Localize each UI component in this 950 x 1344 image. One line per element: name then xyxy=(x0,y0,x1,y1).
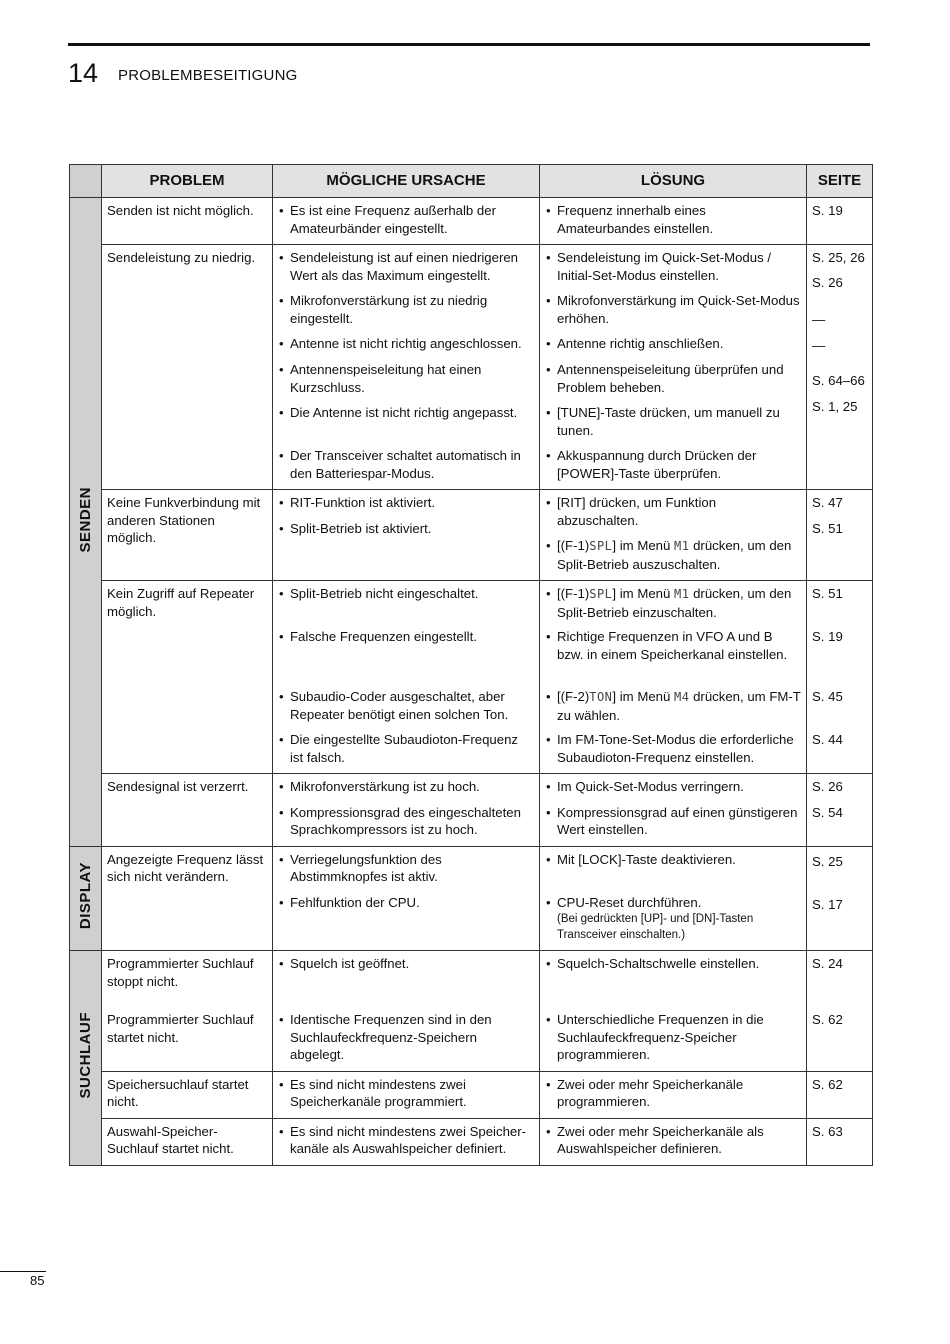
lcd-label: M1 xyxy=(673,587,690,601)
troubleshooting-table xyxy=(69,164,873,1166)
page-ref: — xyxy=(812,338,826,353)
cause-item: • RIT-Funktion ist aktiviert. xyxy=(278,494,534,512)
solution-item: • Kompressionsgrad auf einen günstigeren Wert einstellen. xyxy=(545,804,801,839)
lcd-label: SPL xyxy=(589,539,613,553)
page-ref: S. 26 xyxy=(812,779,843,794)
solution-item: • Im FM-Tone-Set-Modus die erforderliche Subaudioton-Frequenz einstellen. xyxy=(545,731,801,766)
problem-text: Sendeleistung zu niedrig. xyxy=(107,250,256,265)
lcd-label: TON xyxy=(589,690,613,704)
solution-item: • Mikrofonverstärkung im Quick-Set-Modus erhöhen. xyxy=(545,292,801,327)
chapter-number: 14 xyxy=(68,58,99,88)
solution-item: • Akkuspannung durch Drücken der [POWER]-Taste überprüfen. xyxy=(545,447,801,482)
page-ref: S. 1, 25 xyxy=(812,399,858,414)
cause-cell xyxy=(273,581,540,774)
solution-cell xyxy=(540,1071,807,1118)
solution-cell xyxy=(540,774,807,847)
solution-item: • Frequenz innerhalb eines Amateurbandes einstellen. xyxy=(545,202,801,237)
problem-text: Programmierter Suchlauf startet nicht. xyxy=(107,1012,254,1045)
category-suchlauf xyxy=(70,951,102,1166)
lcd-label: M4 xyxy=(673,690,690,704)
cause-item: • Antenne ist nicht richtig angeschlossen. xyxy=(278,335,534,353)
page-ref: S. 24 xyxy=(812,956,843,971)
problem-cell xyxy=(102,774,273,847)
problem-text: Auswahl-Speicher-Suchlauf startet nicht. xyxy=(107,1123,234,1156)
solution-text: [(F-1) xyxy=(557,538,590,553)
table-row xyxy=(70,490,873,581)
problem-text: Programmierter Suchlauf stoppt nicht. xyxy=(107,956,254,989)
solution-cell xyxy=(540,1118,807,1165)
lcd-label: SPL xyxy=(589,587,613,601)
lcd-label: M1 xyxy=(673,539,690,553)
solution-item: • Mit [LOCK]-Taste deaktivieren. xyxy=(545,851,801,886)
table-row xyxy=(70,245,873,490)
solution-text: ] im Menü xyxy=(612,586,674,601)
header-corner xyxy=(70,165,102,198)
solution-text: ] im Menü xyxy=(612,538,674,553)
problem-text: Kein Zugriff auf Repeater möglich. xyxy=(107,586,255,619)
solution-item: • Squelch-Schaltschwelle einstellen. xyxy=(545,955,801,990)
problem-cell xyxy=(102,245,273,490)
solution-cell xyxy=(540,581,807,774)
solution-text: ] im Menü xyxy=(612,689,674,704)
solution-item: • Zwei oder mehr Speicherkanäle programmieren. xyxy=(545,1076,801,1111)
solution-text: [(F-1) xyxy=(557,586,590,601)
solution-item: • Sendeleistung im Quick-Set-Modus / Initial-Set-Modus einstellen. xyxy=(545,249,801,284)
chapter-title: PROBLEMBESEITIGUNG xyxy=(118,67,298,84)
column-header-page: SEITE xyxy=(807,165,873,198)
page-ref: S. 62 xyxy=(812,1076,843,1092)
problem-text: Angezeigte Frequenz lässt sich nicht verändern. xyxy=(107,851,264,884)
page-ref: — xyxy=(812,312,826,327)
solution-item: • Antennenspeiseleitung überprüfen und Problem beheben. xyxy=(545,361,801,396)
solution-item: • Antenne richtig anschließen. xyxy=(545,335,801,353)
problem-cell xyxy=(102,846,273,951)
cause-item: • Falsche Frequenzen eingestellt. xyxy=(278,628,534,680)
category-label: SUCHLAUF xyxy=(76,1012,94,1099)
problem-cell xyxy=(102,1071,273,1118)
solution-item xyxy=(545,688,801,723)
page-number: 85 xyxy=(30,1273,45,1288)
cause-item: • Die Antenne ist nicht richtig angepasst. xyxy=(278,404,534,439)
problem-text: Keine Funkverbindung mit anderen Stationen möglich. xyxy=(107,495,261,545)
solution-text: drücken, um den Split-Betrieb einzuschalten. xyxy=(557,586,792,620)
solution-item: • [TUNE]-Taste drücken, um manuell zu tunen. xyxy=(545,404,801,439)
solution-item xyxy=(545,894,801,944)
cause-cell xyxy=(273,1118,540,1165)
cause-item: • Split-Betrieb ist aktiviert. xyxy=(278,520,534,538)
page-ref: S. 25 xyxy=(812,853,843,869)
cause-cell xyxy=(273,774,540,847)
cause-item: • Es sind nicht mindestens zwei Speicher-kanäle als Auswahlspeicher definiert. xyxy=(278,1123,534,1158)
page-cell xyxy=(807,1118,873,1165)
solution-text: • CPU-Reset durchführen. xyxy=(557,894,702,910)
header-rule xyxy=(68,43,870,46)
page-ref: S. 51 xyxy=(812,586,843,601)
problem-text: Senden ist nicht möglich. xyxy=(107,203,254,218)
page-ref: S. 25, 26 xyxy=(812,250,865,265)
category-senden xyxy=(70,198,102,847)
page-cell xyxy=(807,198,873,245)
page-ref: S. 51 xyxy=(812,520,843,536)
page-cell xyxy=(807,846,873,951)
table-row xyxy=(70,846,873,951)
solution-cell xyxy=(540,198,807,245)
table-row xyxy=(70,581,873,774)
solution-item: • [RIT] drücken, um Funktion abzuschalten. xyxy=(545,494,801,529)
table-row xyxy=(70,774,873,847)
cause-cell xyxy=(273,951,540,1072)
category-label: DISPLAY xyxy=(76,862,94,930)
solution-item: • Richtige Frequenzen in VFO A und B bzw. in einem Speicherkanal einstellen. xyxy=(545,628,801,680)
table-row xyxy=(70,951,873,1072)
cause-item: • Kompressionsgrad des eingeschalteten Sprachkompressors ist zu hoch. xyxy=(278,804,534,839)
cause-cell xyxy=(273,245,540,490)
cause-item: • Subaudio-Coder ausgeschaltet, aber Repeater benötigt einen solchen Ton. xyxy=(278,688,534,723)
page-cell xyxy=(807,490,873,581)
table-header-row xyxy=(70,165,873,198)
solution-cell xyxy=(540,951,807,1072)
cause-cell xyxy=(273,1071,540,1118)
problem-cell xyxy=(102,1118,273,1165)
cause-item: • Es ist eine Frequenz außerhalb der Amateurbänder eingestellt. xyxy=(278,202,534,237)
cause-item: • Die eingestellte Subaudioton-Frequenz ist falsch. xyxy=(278,731,534,766)
page-cell xyxy=(807,581,873,774)
cause-item: • Der Transceiver schaltet automatisch in den Batteriespar-Modus. xyxy=(278,447,534,482)
cause-item: • Identische Frequenzen sind in den Suchlaufeckfrequenz-Speichern abgelegt. xyxy=(278,1011,534,1064)
category-display xyxy=(70,846,102,951)
solution-item: • Im Quick-Set-Modus verringern. xyxy=(545,778,801,796)
problem-cell xyxy=(102,198,273,245)
column-header-solution: LÖSUNG xyxy=(540,165,807,198)
solution-text: [(F-2) xyxy=(557,689,590,704)
page-ref: S. 62 xyxy=(812,1012,843,1027)
page-ref: S. 54 xyxy=(812,804,843,820)
table-row xyxy=(70,1071,873,1118)
page-ref: S. 45 xyxy=(812,689,843,704)
page-ref: S. 63 xyxy=(812,1123,843,1139)
solution-cell xyxy=(540,490,807,581)
solution-item: • Unterschiedliche Frequenzen in die Suchlaufeckfrequenz-Speicher programmieren. xyxy=(545,1011,801,1064)
column-header-cause: MÖGLICHE URSACHE xyxy=(273,165,540,198)
footer-rule xyxy=(0,1271,46,1272)
page-cell xyxy=(807,1071,873,1118)
solution-text: drücken, um FM-T zu wählen. xyxy=(557,689,801,723)
cause-item: • Mikrofonverstärkung ist zu hoch. xyxy=(278,778,534,796)
cause-item: • Antennenspeiseleitung hat einen Kurzschluss. xyxy=(278,361,534,396)
problem-cell xyxy=(102,581,273,774)
cause-item: • Fehlfunktion der CPU. xyxy=(278,894,534,912)
page-cell xyxy=(807,774,873,847)
solution-text: drücken, um den Split-Betrieb auszuschalten. xyxy=(557,538,792,572)
column-header-problem: PROBLEM xyxy=(102,165,273,198)
page-ref: S. 26 xyxy=(812,275,843,290)
page-ref: S. 19 xyxy=(812,629,843,644)
solution-item xyxy=(545,585,801,620)
page-ref: S. 19 xyxy=(812,203,843,218)
page-cell xyxy=(807,245,873,490)
problem-text: Sendesignal ist verzerrt. xyxy=(107,779,249,794)
cause-cell xyxy=(273,198,540,245)
table-row xyxy=(70,1118,873,1165)
cause-cell xyxy=(273,490,540,581)
cause-item: • Squelch ist geöffnet. xyxy=(278,955,534,990)
cause-item: • Mikrofonverstärkung ist zu niedrig eingestellt. xyxy=(278,292,534,327)
solution-item xyxy=(545,537,801,573)
cause-cell xyxy=(273,846,540,951)
cause-item: • Split-Betrieb nicht eingeschaltet. xyxy=(278,585,534,620)
page-cell xyxy=(807,951,873,1072)
problem-cell xyxy=(102,490,273,581)
solution-item: • Zwei oder mehr Speicherkanäle als Auswahlspeicher definieren. xyxy=(545,1123,801,1158)
page-ref: S. 47 xyxy=(812,495,843,510)
cause-item: • Verriegelungsfunktion des Abstimmknopfes ist aktiv. xyxy=(278,851,534,886)
table-row xyxy=(70,198,873,245)
solution-cell xyxy=(540,245,807,490)
page-ref: S. 64–66 xyxy=(812,373,865,388)
page-ref: S. 17 xyxy=(812,896,843,912)
problem-cell xyxy=(102,951,273,1072)
solution-cell xyxy=(540,846,807,951)
solution-note: (Bei gedrückten [UP]- und [DN]-Tasten Transceiver einschalten.) xyxy=(557,913,754,941)
cause-item: • Es sind nicht mindestens zwei Speicherkanäle programmiert. xyxy=(278,1076,534,1111)
category-label: SENDEN xyxy=(76,486,94,553)
page-ref: S. 44 xyxy=(812,732,843,747)
cause-item: • Sendeleistung ist auf einen niedrigeren Wert als das Maximum eingestellt. xyxy=(278,249,534,284)
problem-text: Speichersuchlauf startet nicht. xyxy=(107,1076,249,1109)
